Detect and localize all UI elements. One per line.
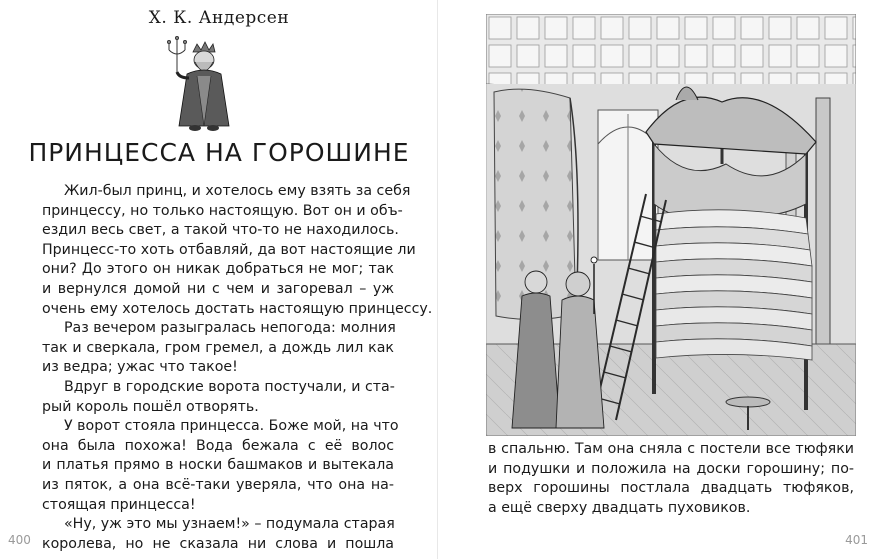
text-line: ездил весь свет, а такой что-то не находилось. [42,222,399,239]
king-with-candelabra-illustration [163,34,241,134]
text-line: Принцесс-то хоть отбавляй, да вот настоящие ли [42,241,416,258]
text-line: очень ему хотелось достать настоящую принцессу. [42,300,433,317]
text-line: королева, но не сказала ни слова и пошла [42,535,394,552]
author-name: Х. К. Андерсен [148,8,290,28]
text-line: принцессу, но только настоящую. Вот он и объ- [42,202,403,219]
right-page [438,0,876,559]
text-line: они? До этого он никак добраться не мог; так [42,261,394,278]
story-text-right [488,440,854,518]
story-text-left [42,182,433,554]
text-line: рый король пошёл отворять. [42,398,259,415]
story-title: ПРИНЦЕССА НА ГОРОШИНЕ [28,138,410,167]
text-line: верх горошины постлала двадцать тюфяков, [488,480,854,497]
text-line: и платья прямо в носки башмаков и вытекала [42,457,394,474]
text-line: она была похожа! Вода бежала с её волос [42,437,394,454]
text-line: в спальню. Там она сняла с постели все тюфяки [488,441,854,457]
text-line: Вдруг в городские ворота постучали, и ста- [64,378,395,395]
page-number-right: 401 [845,533,868,547]
text-line: так и сверкала, гром гремел, а дождь лил как [42,339,394,356]
bedroom-princess-bed-illustration [486,14,856,436]
text-line: из пяток, а она всё-таки уверяла, что она на- [42,476,394,493]
text-line: и подушки и положила на доски горошину; по- [488,460,854,477]
text-line: а ещё сверху двадцать пуховиков. [488,499,751,516]
text-line: стоящая принцесса! [42,496,196,513]
text-line: из ведра; ужас что такое! [42,359,238,376]
text-line: и вернулся домой ни с чем и загоревал – уж [42,280,394,297]
text-line: Жил-был принц, и хотелось ему взять за себя [64,183,411,199]
text-line: У ворот стояла принцесса. Боже мой, на что [64,418,399,435]
text-line: «Ну, уж это мы узнаем!» – подумала старая [64,516,395,533]
page-number-left: 400 [8,533,31,547]
text-line: Раз вечером разыгралась непогода: молния [64,320,396,337]
